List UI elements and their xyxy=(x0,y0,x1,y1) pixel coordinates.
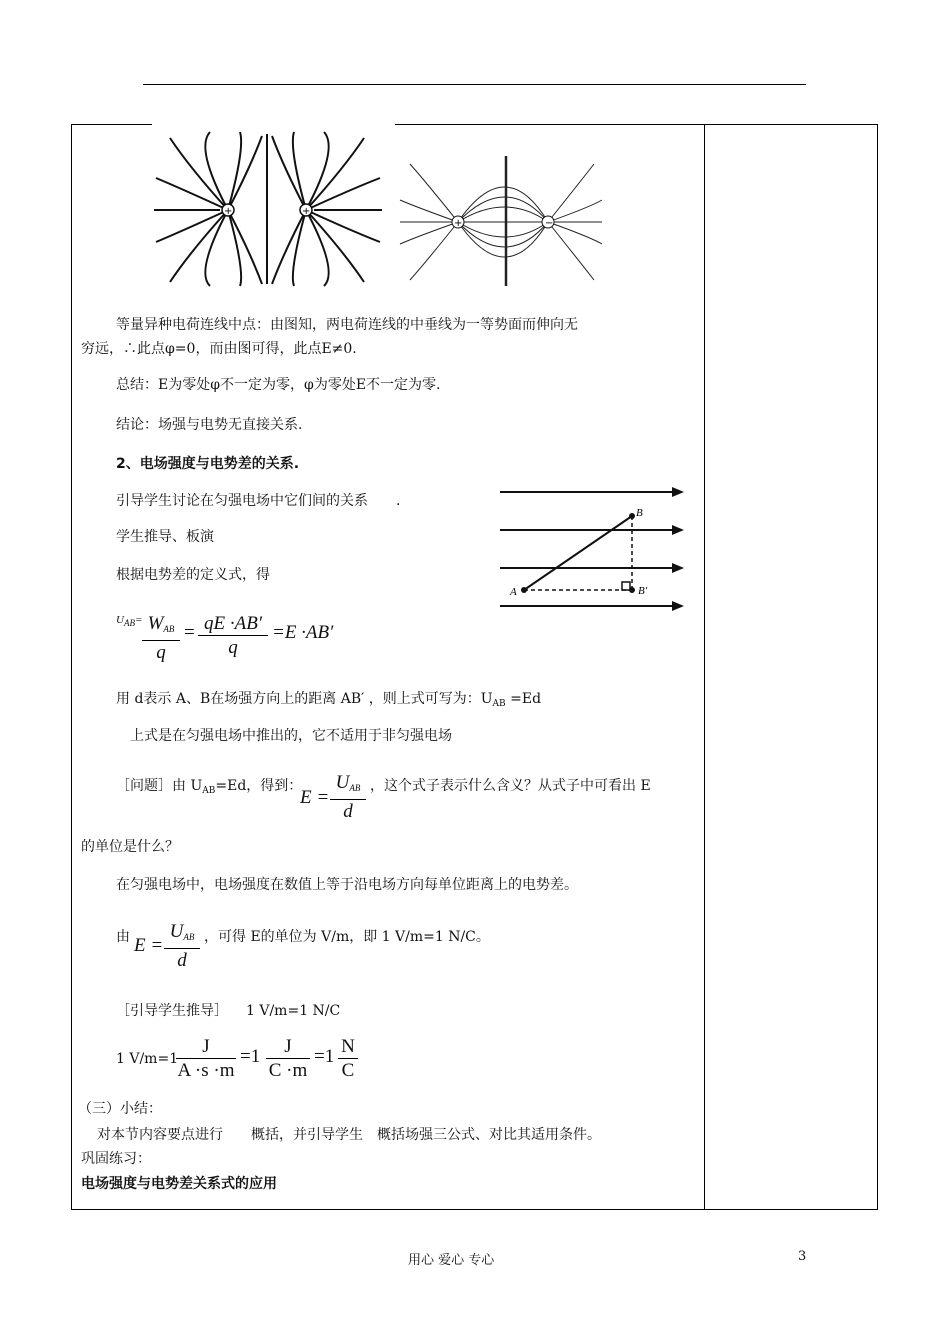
question-E: E = xyxy=(300,787,330,808)
unit-line-fraction: $U_{AB}$ d xyxy=(164,921,200,973)
uniform-meaning-text: 在匀强电场中，电场强度在数值上等于沿电场方向每单位距离上的电势差。 xyxy=(116,877,578,893)
conclusion-text: 结论：场强与电势无直接关系. xyxy=(116,417,303,433)
only-uniform-text: 上式是在匀强电场中推出的，它不适用于非匀强电场 xyxy=(130,728,452,744)
eq1-fraction-2: $\frac{qE \cdot AB'}{q}$ xyxy=(198,613,268,660)
question-text: ［问题］由 $U_{AB}=Ed$，得到： xyxy=(116,778,303,796)
question-fraction: $U_{AB}$ d xyxy=(330,772,366,824)
label-A: A xyxy=(510,586,517,598)
unit-derivation-eq2: =1 xyxy=(240,1046,261,1067)
label-B: B xyxy=(636,507,643,519)
guide-derive-value: 1 V/m=1 N/C xyxy=(246,1003,341,1019)
unit-line-pre: 由 xyxy=(116,929,130,945)
eq1-equals: = xyxy=(184,622,195,643)
section-3-body: 对本节内容要点进行 概括，并引导学生 概括场强三公式、对比其适用条件。 xyxy=(97,1127,601,1143)
uniform-field-diagram xyxy=(494,478,694,618)
guide-derive-label: ［引导学生推导］ xyxy=(116,1003,228,1019)
unit-derivation-start: 1 V/m=1 xyxy=(116,1051,179,1067)
section-3-title: （三）小结： xyxy=(78,1101,162,1117)
header-rule xyxy=(143,84,806,85)
unit-line-E: E = xyxy=(134,935,164,956)
eq1-fraction-1: $W_{AB}$ q xyxy=(142,613,180,665)
label-Bprime: B′ xyxy=(638,585,648,597)
svg-text:−: − xyxy=(545,218,554,229)
summary-text: 总结：E为零处φ不一定为零，φ为零处E不一定为零. xyxy=(116,377,441,393)
page-number: 3 xyxy=(798,1249,807,1264)
student-derive-text: 学生推导、板演 xyxy=(116,529,214,545)
svg-text:+: + xyxy=(302,206,311,217)
unit-derivation-fraction-3: $\frac{N}{C}$ xyxy=(338,1036,358,1083)
unit-derivation-fraction-2: $\frac{J}{C \cdot m}$ xyxy=(266,1036,310,1083)
eq1-lhs: $U_{AB}=$ xyxy=(116,614,143,628)
question-text-line2: 的单位是什么？ xyxy=(81,839,179,855)
d-distance-text: 用 d表示 A、B在场强方向上的距离 AB′ ，则上式可写为：$U_{AB} =Ed$ xyxy=(116,691,542,709)
field-line-text-2: 穷远，∴此点φ=0，而由图可得，此点E≠0. xyxy=(81,341,357,357)
like-charges-field-diagram xyxy=(150,128,386,288)
column-divider xyxy=(704,124,705,1210)
guide-discuss-text: 引导学生讨论在匀强电场中它们间的关系 . xyxy=(116,493,401,509)
opposite-charges-field-diagram xyxy=(396,152,606,288)
unit-line-post: ，可得 E的单位为 V/m，即 1 V/m=1 N/C。 xyxy=(204,929,490,945)
footer-motto: 用心 爱心 专心 xyxy=(408,1253,495,1268)
section-2-title: 2、电场强度与电势差的关系. xyxy=(116,456,300,472)
unit-derivation-fraction-1: $\frac{J}{A \cdot s \cdot m}$ xyxy=(177,1036,235,1081)
svg-text:+: + xyxy=(224,206,233,217)
question-text-post: ，这个式子表示什么含义？从式子中可看出 E xyxy=(370,778,651,794)
definition-text: 根据电势差的定义式，得 xyxy=(116,567,270,583)
eq1-rhs: =E ·AB′ xyxy=(272,622,334,643)
svg-text:+: + xyxy=(454,218,463,229)
unit-derivation-eq3: =1 xyxy=(314,1046,335,1067)
field-line-text-1: 等量异种电荷连线中点：由图知，两电荷连线的中垂线为一等势面而伸向无 xyxy=(116,317,578,333)
practice-label: 巩固练习： xyxy=(81,1151,151,1167)
practice-title: 电场强度与电势差关系式的应用 xyxy=(81,1176,277,1192)
frame-gap xyxy=(152,120,395,128)
